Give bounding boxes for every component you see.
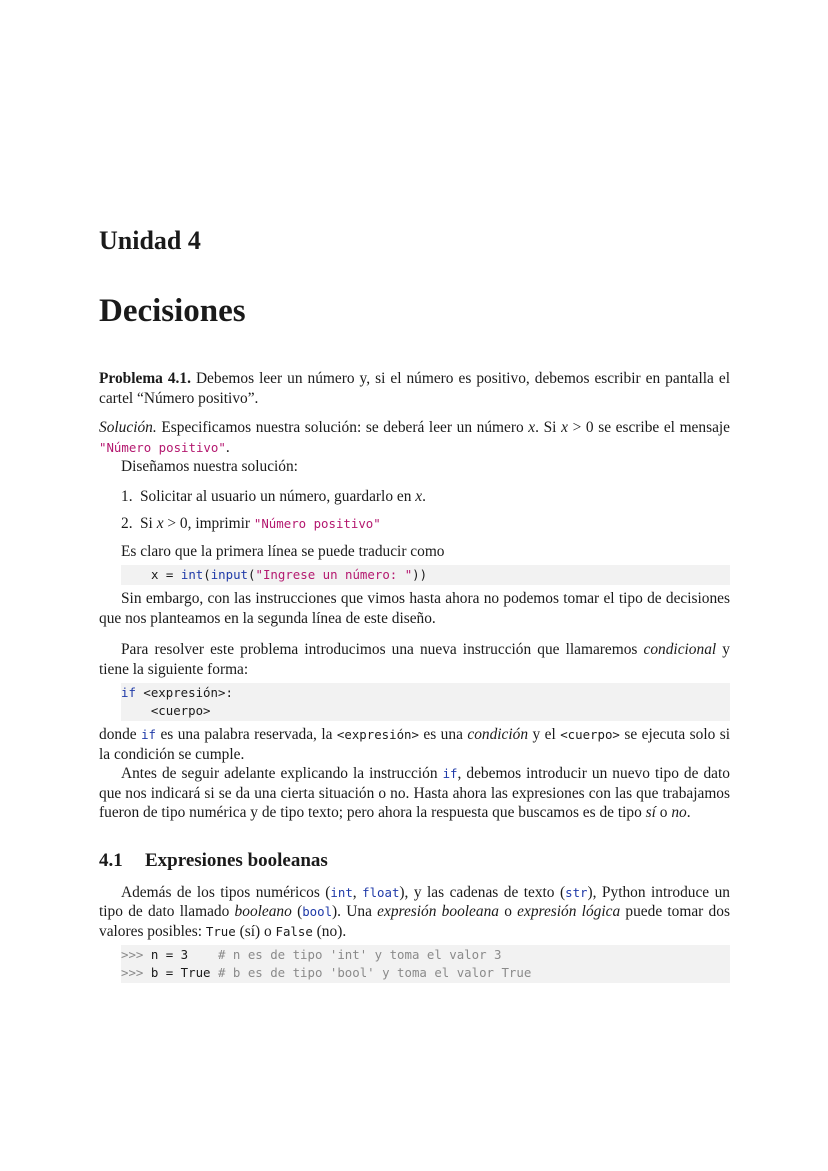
inline-code: True [205,923,236,939]
code-block-repl [121,945,730,983]
solution-text: se escribe el mensaje [593,419,731,436]
design-steps [99,487,730,534]
inline-code-keyword: if [442,766,458,781]
emphasis: sí [645,804,656,821]
list-text: . [422,487,426,505]
paragraph-donde [99,725,730,764]
paragraph-text: ( [291,903,303,920]
code-block-input [121,565,730,585]
paragraph-text: Además de los tipos numéricos ( [121,883,331,901]
paragraph-bool [99,883,730,942]
inline-code: <cuerpo> [560,727,620,742]
chapter-title: Decisiones [99,293,246,329]
paragraph-text: ), Python introduce un tipo de dato llamado [99,883,730,920]
paragraph-text: o [504,903,512,920]
code-token: <cuerpo> [150,703,211,718]
paragraph-text: y tiene la siguiente forma: [99,641,730,678]
code-token: )) [412,567,428,582]
emphasis: booleano [234,903,292,920]
emphasis: condicional [643,641,717,658]
paragraph-text: es una [423,726,463,743]
code-token: <expresión>: [135,685,233,700]
section-title: Expresiones booleanas [145,849,328,871]
inline-code-keyword: int [330,884,353,900]
paragraph-text: ). Una [332,903,372,920]
page-content [99,225,730,987]
code-comment: # b es de tipo 'bool' y toma el valor True [210,965,532,980]
paragraph-sin-embargo: Sin embargo, con las instrucciones que vimos hasta ahora no podemos tomar el tipo de decisiones que nos planteamos en la segunda línea de este diseño. [99,590,730,627]
problem-statement [99,369,730,408]
math-condition: > 0 [567,419,594,436]
inline-code-keyword: float [362,884,400,900]
code-token: n = 3 [150,947,211,962]
repl-prompt: >>> [121,965,151,980]
list-item [121,487,730,507]
paragraph-text: . [686,804,691,821]
problem-label: Problema 4.1. [99,370,191,387]
section-number: 4.1 [99,849,123,871]
solution-text: . Si [535,419,557,436]
inline-code-keyword: str [565,884,588,900]
code-block-if [121,683,730,721]
code-builtin: int [180,567,204,582]
repl-prompt: >>> [121,947,151,962]
code-builtin: input [210,567,249,582]
inline-code: <expresión> [336,727,419,742]
code-comment: # n es de tipo 'int' y toma el valor 3 [210,947,502,962]
list-text: Si [140,515,153,532]
unit-heading: Unidad 4 [99,226,201,255]
code-token: b = True [150,965,211,980]
list-number: 1. [121,487,133,505]
list-text: Solicitar al usuario un número, guardarlo en [140,487,412,505]
paragraph-text: , debemos introducir un nuevo tipo de dato que nos indicará si se da una cierta situación o no. Hasta ahora las expresiones con las que trabajamos fueron de tipo numérica y de tipo texto; pero ahora la respuesta que buscamos es de tipo [99,765,730,821]
paragraph-text: o [659,804,668,821]
design-intro: Diseñamos nuestra solución: [121,458,298,475]
solution-text: . [225,438,230,456]
code-token: ( [203,567,211,582]
inline-code: False [275,923,313,939]
emphasis: no [671,804,687,821]
code-token: = [158,567,181,582]
inline-code-keyword: bool [302,904,333,919]
math-var: x [528,419,536,436]
problem-text: Debemos leer un número y, si el número es positivo, debemos escribir en pantalla el cartel “Número positivo”. [99,370,730,407]
code-string: "Ingrese un número: " [255,567,413,582]
paragraph-text: se ejecuta solo si la condición se cumple. [99,726,730,763]
code-line [121,964,730,982]
code-line [121,684,730,702]
solution-label: Solución. [99,419,157,436]
code-line [121,946,730,964]
code-token: ( [248,567,256,582]
paragraph-text: Antes de seguir adelante explicando la instrucción [121,765,438,782]
paragraph-text: y el [532,726,556,743]
emphasis: expresión lógica [517,903,621,920]
math-var: x [156,515,164,532]
code-line [121,702,730,720]
math-var: x [561,419,568,436]
paragraph-text: puede tomar dos valores posibles: [99,903,730,940]
emphasis: condición [467,726,529,743]
list-text: > 0, imprimir [163,515,251,532]
emphasis: expresión booleana [377,903,499,920]
paragraph-resolver [99,640,730,679]
paragraph-text: (no). [316,922,347,940]
paragraph-antes [99,764,730,823]
math-var: x [415,487,423,505]
code-keyword: if [121,685,136,700]
translate-intro: Es claro que la primera línea se puede traducir como [121,542,445,560]
list-item [121,514,730,534]
paragraph-text: es una palabra reservada, la [160,726,333,743]
code-line [151,566,730,584]
inline-code-string: "Número positivo" [99,439,226,455]
solution-paragraph [99,418,730,457]
section-heading [99,849,730,873]
paragraph-text: ), y las cadenas de texto ( [399,883,566,901]
paragraph-text: Para resolver este problema introducimos una nueva instrucción que llamaremos [121,641,638,658]
inline-code-string: "Número positivo" [253,516,381,531]
inline-code-keyword: if [141,727,156,742]
paragraph-text: , [352,883,363,901]
solution-text: Especificamos nuestra solución: se deberá leer un número [161,419,524,436]
paragraph-text: donde [99,726,137,743]
paragraph-text: (sí) o [239,922,272,940]
code-token: x [151,567,159,582]
list-number: 2. [121,515,133,532]
